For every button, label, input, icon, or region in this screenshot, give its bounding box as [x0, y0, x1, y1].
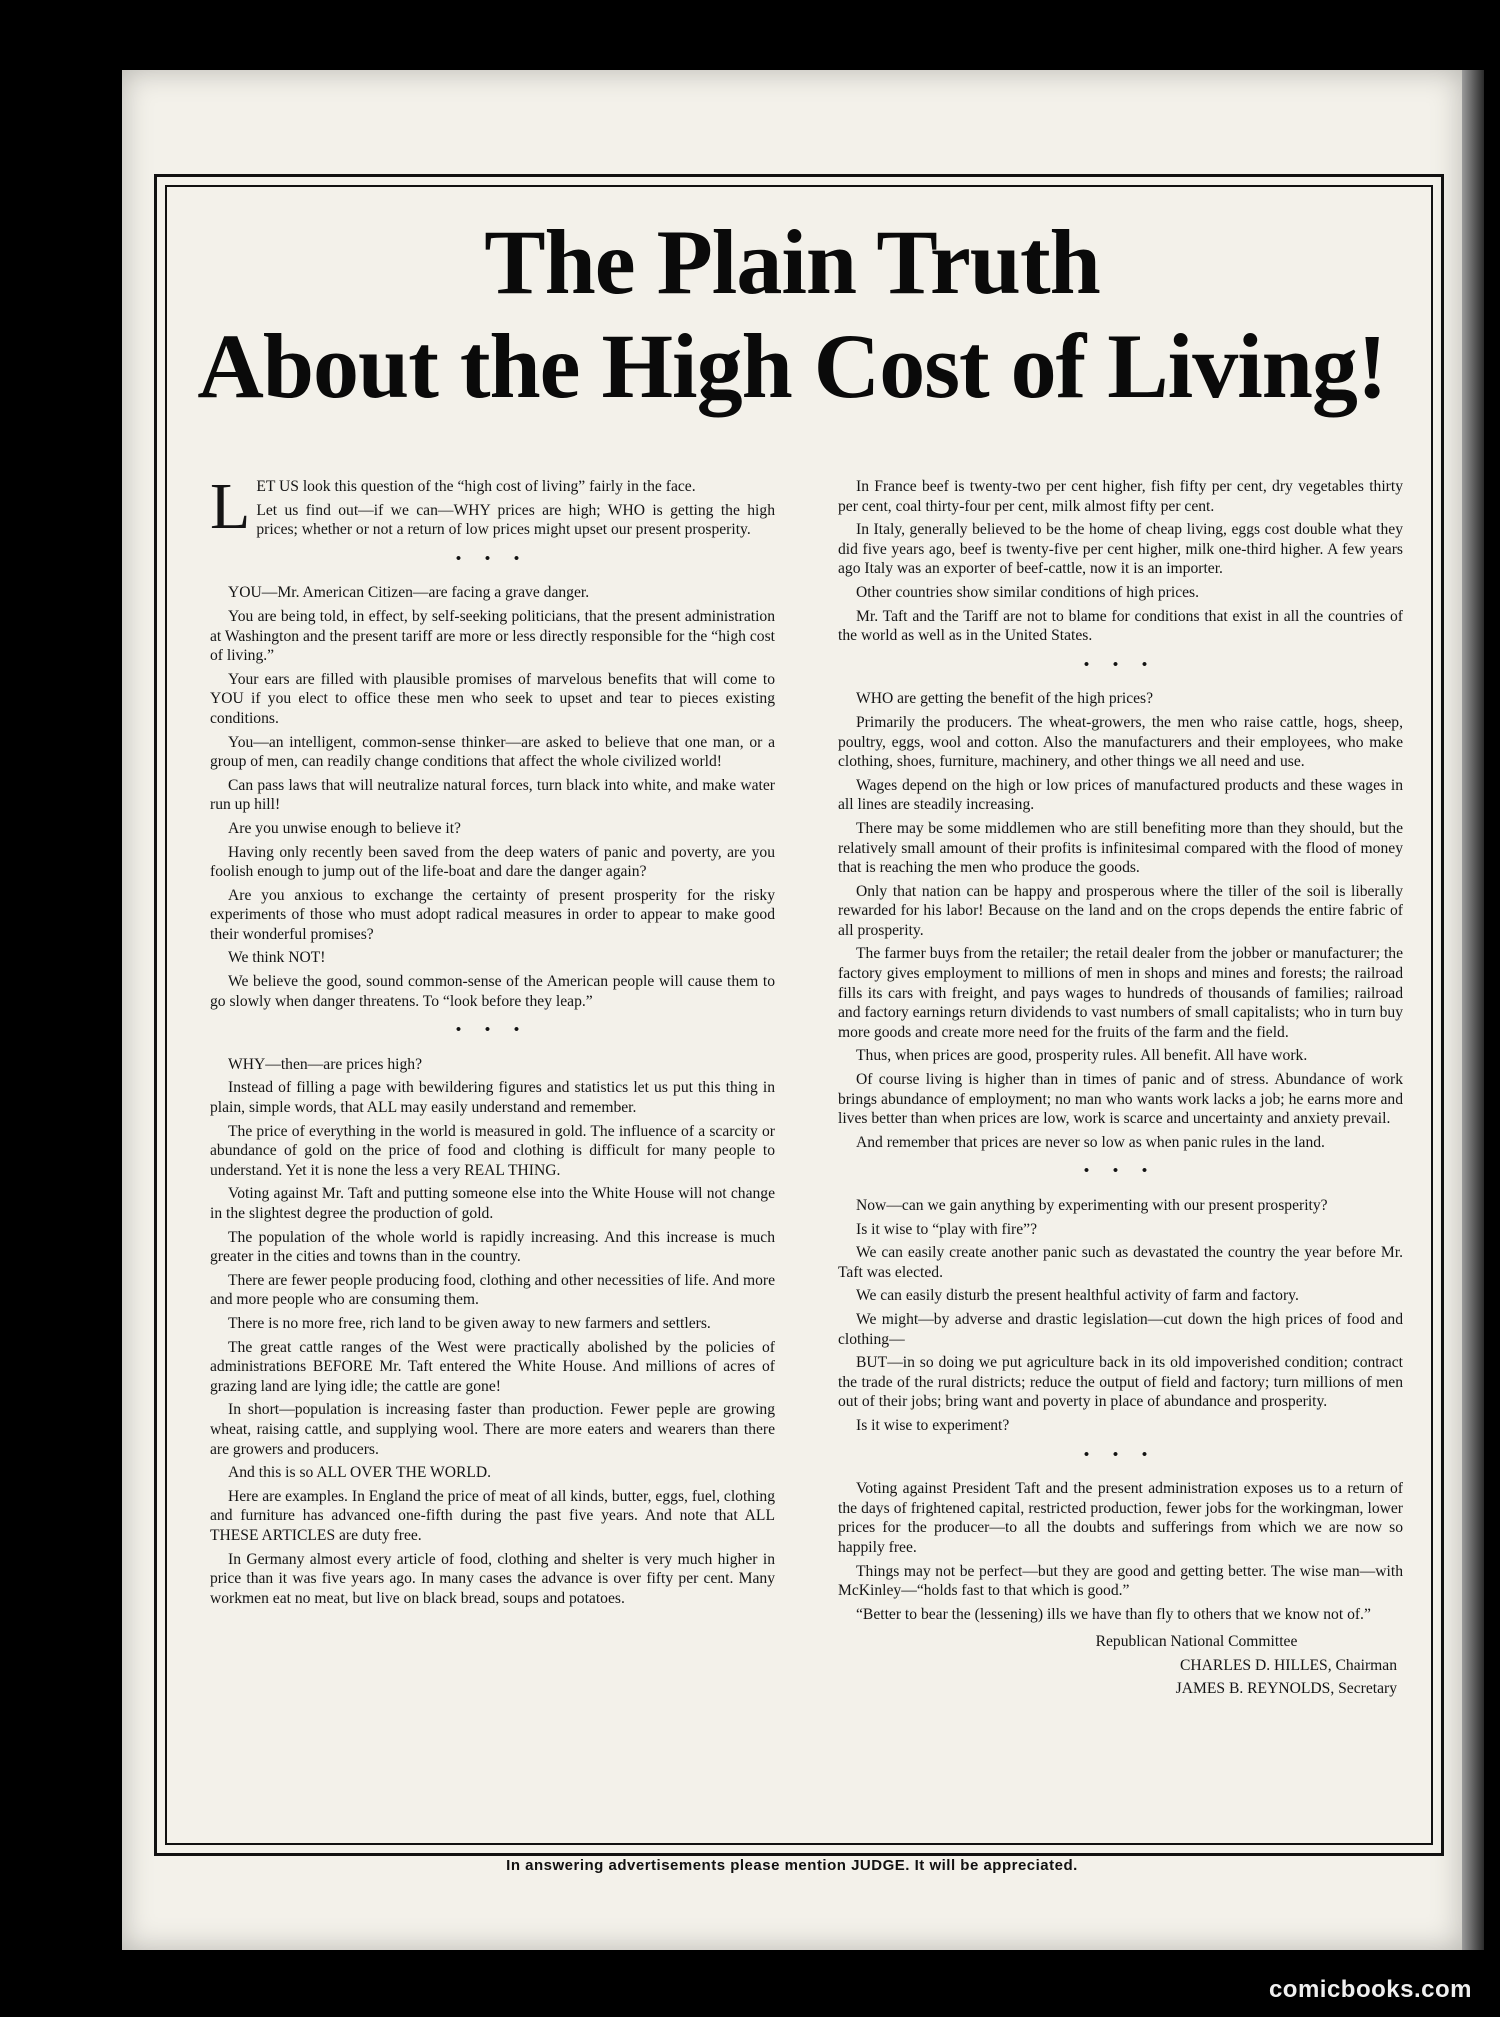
right-paragraph-17: We can easily disturb the present healthful activity of farm and factory.: [856, 1287, 1299, 1305]
left-paragraph-6: You—an intelligent, common-sense thinker—are asked to believe that one man, or a group of men, can readily change conditions that affect the whole civilized world!: [210, 733, 775, 771]
left-paragraph-8: Are you unwise enough to believe it?: [228, 819, 461, 837]
left-paragraph-11: We think NOT!: [228, 949, 326, 967]
right-paragraph-22: Things may not be perfect—but they are good and getting better. The wise man—with McKinley—“holds fast to that which is good.”: [838, 1562, 1403, 1600]
left-paragraph-20: The great cattle ranges of the West were practically abolished by the policies of administrations BEFORE Mr. Taft entered the White House. And millions of acres of grazing land are lying idle; the cattle are gone!: [210, 1338, 775, 1395]
left-paragraph-19: There is no more free, rich land to be given away to new farmers and settlers.: [228, 1314, 711, 1332]
right-paragraph-5: WHO are getting the benefit of the high prices?: [856, 690, 1154, 708]
left-paragraph-3: YOU—Mr. American Citizen—are facing a grave danger.: [228, 584, 590, 602]
left-paragraph-18: There are fewer people producing food, clothing and other necessities of life. And more and more people who are consuming them.: [210, 1271, 775, 1309]
section-separator: • • •: [1083, 656, 1158, 673]
left-paragraph-13: WHY—then—are prices high?: [228, 1055, 422, 1073]
section-separator: • • •: [1083, 1163, 1158, 1180]
headline-line-2: About the High Cost of Living!: [197, 315, 1387, 417]
right-paragraph-16: We can easily create another panic such as devastated the country the year before Mr. Taft was elected.: [838, 1244, 1403, 1281]
left-paragraph-2: Let us find out—if we can—WHY prices are high; WHO is getting the high prices; whether or not a return of low prices might upset our present prosperity.: [256, 501, 775, 539]
left-paragraph-23: Here are examples. In England the price of meat of all kinds, butter, eggs, fuel, clothing and furniture has advanced one-fifth during the past five years. And note that ALL THESE ARTICLES are duty free.: [210, 1487, 775, 1544]
right-paragraph-20: Is it wise to experiment?: [856, 1416, 1010, 1434]
section-separator: • • •: [455, 1022, 530, 1039]
right-paragraph-13: And remember that prices are never so low as when panic rules in the land.: [856, 1133, 1325, 1151]
right-paragraph-1: In France beef is twenty-two per cent higher, fish fifty per cent, dry vegetables thirty per cent, coal thirty-four per cent, milk almost fifty per cent.: [838, 478, 1403, 515]
left-paragraph-10: Are you anxious to exchange the certainty of present prosperity for the risky experiments of those who must adopt radical measures in order to appear to make good their wonderful promises?: [210, 886, 775, 943]
right-paragraph-15: Is it wise to “play with fire”?: [856, 1220, 1038, 1238]
right-paragraph-8: There may be some middlemen who are still benefiting more than they should, but the relatively small amount of their profits is infinitesimal compared with the flood of money that is reaching the men who produce the goods.: [838, 819, 1403, 877]
left-paragraph-21: In short—population is increasing faster than production. Fewer peple are growing wheat, raising cattle, and supplying wool. There are more eaters and wearers than there are growers and producers.: [210, 1401, 775, 1458]
left-paragraph-4: You are being told, in effect, by self-seeking politicians, that the present administration at Washington and the present tariff are more or less directly responsible for the “high cost of living.”: [210, 607, 775, 665]
left-paragraph-17: The population of the whole world is rapidly increasing. And this increase is much greater in the cities and towns than in the country.: [210, 1228, 775, 1266]
section-separator: • • •: [455, 550, 530, 567]
right-paragraph-10: The farmer buys from the retailer; the retail dealer from the jobber or manufacturer; the factory gives employment to millions of men in shops and mines and forests; the railroad fills its cars with freight, and pays wages to hundreds of thousands of families; railroad and factory earnings return dividends to vast numbers of small capitalists; who in turn buy more goods and create more need for the fruits of the farm and the field.: [838, 945, 1403, 1041]
left-paragraph-12: We believe the good, sound common-sense of the American people will cause them to go slowly when danger threatens. To “look before they leap.”: [210, 973, 775, 1010]
right-paragraph-23: “Better to bear the (lessening) ills we have than fly to others that we know not of.”: [856, 1605, 1371, 1623]
right-paragraph-11: Thus, when prices are good, prosperity rules. All benefit. All have work.: [856, 1047, 1308, 1065]
left-paragraph-16: Voting against Mr. Taft and putting someone else into the White House will not change in the slightest degree the production of gold.: [210, 1185, 775, 1222]
page-edge-shadow: [1462, 70, 1484, 1950]
section-separator: • • •: [1083, 1446, 1158, 1463]
signature-secretary: JAMES B. REYNOLDS, Secretary: [1175, 1680, 1397, 1698]
left-paragraph-14: Instead of filling a page with bewildering figures and statistics let us put this thing in plain, simple words, that ALL may easily understand and remember.: [210, 1079, 775, 1117]
signature-organization: Republican National Committee: [1095, 1633, 1298, 1651]
right-paragraph-2: In Italy, generally believed to be the home of cheap living, eggs cost double what they did five years ago, beef is twenty-five per cent higher, milk one-third higher. A few years ago Italy was an exporter of beef-cattle, now it is an importer.: [838, 521, 1403, 578]
headline: [122, 210, 1462, 418]
right-paragraph-19: BUT—in so doing we put agriculture back in its old impoverished condition; contract the trade of the rural districts; reduce the output of field and factory; turn millions of men out of their jobs; bring want and poverty in place of abundance and prosperity.: [838, 1354, 1403, 1411]
right-paragraph-21: Voting against President Taft and the present administration exposes us to a return of the days of frightened capital, restricted production, fewer jobs for the workingman, lower prices for the producer—to all the doubts and sufferings from which we are now so happily free.: [838, 1480, 1403, 1556]
left-paragraph-5: Your ears are filled with plausible promises of marvelous benefits that will come to YOU if you elect to office these men who seek to upset and tear to pieces existing conditions.: [210, 670, 775, 727]
right-paragraph-7: Wages depend on the high or low prices of manufactured products and these wages in all lines are steadily increasing.: [838, 776, 1403, 814]
right-paragraph-14: Now—can we gain anything by experimenting with our present prosperity?: [856, 1197, 1328, 1214]
headline-line-1: The Plain Truth: [484, 211, 1100, 313]
drop-cap: L: [210, 470, 251, 543]
site-watermark: comicbooks.com: [1268, 1976, 1472, 2003]
left-paragraph-24: In Germany almost every article of food, clothing and shelter is very much higher in price than it was five years ago. In many cases the advance is over fifty per cent. Many workmen eat no meat, but live on black bread, soups and potatoes.: [210, 1550, 775, 1607]
left-column: [210, 470, 775, 1612]
right-paragraph-4: Mr. Taft and the Tariff are not to blame for conditions that exist in all the countries of the world as well as in the United States.: [838, 607, 1403, 645]
left-paragraph-7: Can pass laws that will neutralize natural forces, turn black into white, and make water run up hill!: [210, 776, 775, 814]
right-paragraph-6: Primarily the producers. The wheat-growers, the men who raise cattle, hogs, sheep, poultry, eggs, wool and cotton. Also the manufacturers and their employees, who make clothing, shoes, furniture, machinery, and other things we all need and use.: [838, 713, 1403, 771]
left-paragraph-9: Having only recently been saved from the deep waters of panic and poverty, are you foolish enough to jump out of the life-boat and dare the danger again?: [210, 843, 775, 881]
signature-chairman: CHARLES D. HILLES, Chairman: [1180, 1656, 1397, 1674]
left-paragraph-15: The price of everything in the world is measured in gold. The influence of a scarcity or abundance of gold on the price of food and clothing is difficult for many people to understand. Yet it is none the less a very REAL THING.: [210, 1122, 775, 1179]
right-paragraph-3: Other countries show similar conditions of high prices.: [856, 583, 1200, 601]
magazine-page: [122, 70, 1462, 1950]
right-paragraph-9: Only that nation can be happy and prosperous where the tiller of the soil is liberally rewarded for his labor! Because on the land and on the crops depends the entire fabric of all prosperity.: [838, 882, 1403, 939]
footer-notice: In answering advertisements please mention JUDGE. It will be appreciated.: [506, 1857, 1078, 1874]
right-paragraph-18: We might—by adverse and drastic legislation—cut down the high prices of food and clothing—: [838, 1310, 1403, 1348]
left-paragraph-1: LET US look this question of the “high cost of living” fairly in the face.: [210, 470, 696, 543]
right-paragraph-12: Of course living is higher than in times of panic and of stress. Abundance of work brings abundance of employment; no man who wants work lacks a job; he earns more and lives better than when prices are low, work is scarce and uncertainty and anxiety prevail.: [838, 1071, 1403, 1128]
left-paragraph-22: And this is so ALL OVER THE WORLD.: [228, 1464, 492, 1482]
right-column: [838, 477, 1403, 1703]
